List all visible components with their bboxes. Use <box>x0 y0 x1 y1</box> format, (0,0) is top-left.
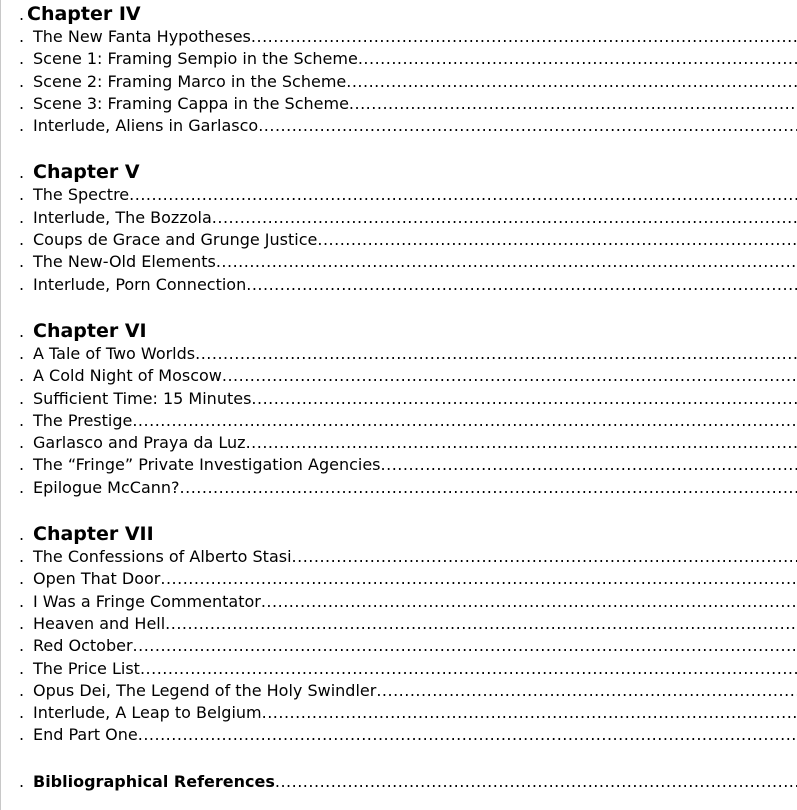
entry-title: The New-Old Elements <box>33 252 216 272</box>
toc-entry[interactable] <box>1 477 797 499</box>
entry-title: Red October <box>33 636 133 656</box>
entry-title: Interlude, Aliens in Garlasco <box>33 116 259 136</box>
bullet: . <box>19 547 25 567</box>
entry-title: The Price List <box>33 658 140 678</box>
bullet: . <box>19 343 25 363</box>
toc-entry[interactable] <box>1 115 797 137</box>
dot-leader <box>275 771 797 793</box>
chapter-section <box>1 523 797 747</box>
entry-title: A Tale of Two Worlds <box>33 343 196 363</box>
dot-leader <box>376 680 797 702</box>
chapter-title: Chapter VI <box>33 319 147 342</box>
toc-entry[interactable] <box>1 635 797 657</box>
bullet: . <box>19 274 25 294</box>
chapter-section <box>1 320 797 499</box>
entry-title: End Part One <box>33 725 138 745</box>
entry-title: The New Fanta Hypotheses <box>33 27 251 46</box>
bullet: . <box>19 207 25 227</box>
bullet: . <box>19 71 25 91</box>
bullet: . <box>19 5 25 24</box>
entry-title: Opus Dei, The Legend of the Holy Swindler <box>33 680 377 700</box>
bullet: . <box>19 27 25 46</box>
bullet: . <box>19 321 25 341</box>
toc-entry[interactable] <box>1 680 797 702</box>
bullet: . <box>19 455 25 475</box>
dot-leader <box>222 365 797 387</box>
bullet: . <box>19 591 25 611</box>
bullet: . <box>19 410 25 430</box>
entry-title: Garlasco and Praya da Luz <box>33 433 246 453</box>
bullet: . <box>19 433 25 453</box>
toc-entry[interactable] <box>1 568 797 590</box>
entry-title: Scene 1: Framing Sempio in the Scheme <box>33 49 358 69</box>
bullet: . <box>19 252 25 272</box>
toc-entry[interactable] <box>1 343 797 365</box>
toc-entry[interactable] <box>1 702 797 724</box>
toc-entry[interactable] <box>1 93 797 115</box>
bullet: . <box>19 613 25 633</box>
bullet: . <box>19 569 25 589</box>
bullet: . <box>19 771 25 791</box>
dot-leader <box>292 546 797 568</box>
bullet: . <box>19 230 25 250</box>
dot-leader <box>133 635 797 657</box>
dot-leader <box>246 274 797 296</box>
chapter-section <box>1 161 797 295</box>
dot-leader <box>195 343 797 365</box>
bullet: . <box>19 703 25 723</box>
dot-leader <box>246 432 797 454</box>
dot-leader <box>140 658 797 680</box>
toc-entry[interactable] <box>1 71 797 93</box>
entry-title: The Prestige <box>33 410 133 430</box>
dot-leader <box>251 388 797 410</box>
entry-title: Scene 3: Framing Cappa in the Scheme <box>33 93 349 113</box>
dot-leader <box>317 229 797 251</box>
chapter-heading[interactable] <box>1 161 797 184</box>
dot-leader <box>160 568 797 590</box>
entry-title: Heaven and Hell <box>33 613 166 633</box>
dot-leader <box>165 613 797 635</box>
dot-leader <box>138 724 797 746</box>
dot-leader <box>346 71 797 93</box>
entry-title: Scene 2: Framing Marco in the Scheme <box>33 71 347 91</box>
toc-entry[interactable] <box>1 229 797 251</box>
bibliography-title: Bibliographical References <box>33 771 275 791</box>
dot-leader <box>129 184 797 206</box>
bibliography-entry[interactable] <box>1 771 797 793</box>
toc-entry[interactable] <box>1 546 797 568</box>
dot-leader <box>349 93 797 115</box>
toc-entry[interactable] <box>1 274 797 296</box>
dot-leader <box>251 26 797 48</box>
toc-entry[interactable] <box>1 251 797 273</box>
dot-leader <box>180 477 797 499</box>
bullet: . <box>19 163 25 183</box>
dot-leader <box>216 251 797 273</box>
bullet: . <box>19 680 25 700</box>
chapter-title: Chapter V <box>33 161 140 184</box>
dot-leader <box>258 115 797 137</box>
entry-title: Interlude, Porn Connection <box>33 274 247 294</box>
dot-leader <box>261 591 797 613</box>
toc-entry[interactable] <box>1 658 797 680</box>
bullet: . <box>19 658 25 678</box>
dot-leader <box>262 702 797 724</box>
bullet: . <box>19 636 25 656</box>
bullet: . <box>19 49 25 69</box>
toc-entry[interactable] <box>1 454 797 476</box>
toc-entry[interactable] <box>1 26 797 48</box>
toc-entry[interactable] <box>1 48 797 70</box>
chapter-title: Chapter VII <box>33 523 154 546</box>
toc-entry[interactable] <box>1 184 797 206</box>
bullet: . <box>19 525 25 545</box>
entry-title: Interlude, A Leap to Belgium <box>33 703 262 723</box>
entry-title: The “Fringe” Private Investigation Agencies <box>33 455 381 475</box>
toc-entry[interactable] <box>1 432 797 454</box>
toc-entry[interactable] <box>1 388 797 410</box>
entry-title: Interlude, The Bozzola <box>33 207 212 227</box>
entry-title: A Cold Night of Moscow <box>33 366 222 386</box>
toc-entry[interactable] <box>1 365 797 387</box>
bullet: . <box>19 725 25 745</box>
entry-title: I Was a Fringe Commentator <box>33 591 261 611</box>
chapter-heading[interactable] <box>1 320 797 343</box>
bullet: . <box>19 116 25 136</box>
toc-entry[interactable] <box>1 207 797 229</box>
chapter-heading[interactable] <box>1 523 797 546</box>
entry-title: Coups de Grace and Grunge Justice <box>33 230 318 250</box>
dot-leader <box>381 454 797 476</box>
entry-title: Sufficient Time: 15 Minutes <box>33 388 252 408</box>
toc-entry[interactable] <box>1 724 797 746</box>
chapter-section <box>1 3 797 137</box>
dot-leader <box>212 207 797 229</box>
bullet: . <box>19 477 25 497</box>
entry-title: The Spectre <box>33 185 130 205</box>
dot-leader <box>132 410 797 432</box>
toc-entry[interactable] <box>1 613 797 635</box>
toc-entry[interactable] <box>1 591 797 613</box>
bullet: . <box>19 93 25 113</box>
chapter-heading[interactable] <box>1 3 797 26</box>
entry-title: Epilogue McCann? <box>33 477 180 497</box>
toc-entry[interactable] <box>1 410 797 432</box>
bullet: . <box>19 366 25 386</box>
entry-title: The Confessions of Alberto Stasi <box>33 547 292 567</box>
bullet: . <box>19 388 25 408</box>
entry-title: Open That Door <box>33 569 161 589</box>
chapter-title: Chapter IV <box>27 3 141 25</box>
bullet: . <box>19 185 25 205</box>
dot-leader <box>358 48 797 70</box>
